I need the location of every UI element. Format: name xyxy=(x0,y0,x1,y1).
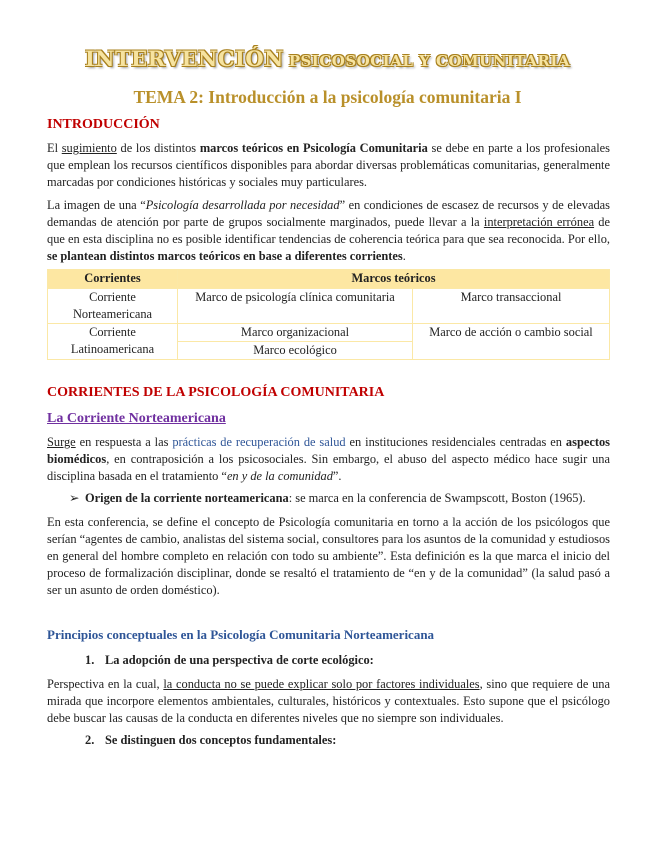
table-row xyxy=(48,289,610,324)
topic-subtitle: TEMA 2: Introducción a la psicología comunitaria I xyxy=(133,87,522,107)
table-header-row xyxy=(48,270,610,289)
table-header: Marcos teóricos xyxy=(178,270,610,289)
table-cell: Marco transaccional xyxy=(413,289,610,324)
table-cell: Marco de psicología clínica comunitaria xyxy=(178,289,413,324)
intro-paragraph-1: El sugimiento de los distintos marcos teóricos en Psicología Comunitaria se debe en parte a los profesionales que emplean los recursos científicos disponibles para abordar diversas problemáticas comunitarias, generalmente marcadas por condiciones históricas y sociales muy particulares. xyxy=(47,141,610,189)
norteamericana-paragraph: Surge en respuesta a las prácticas de recuperación de salud en instituciones residenciales centradas en aspectos biomédicos, en contraposición a los psicosociales. Sin embargo, el abuso del aspecto médico hace sugir una disciplina basada en el tratamiento “en y de la comunidad”. xyxy=(47,435,610,483)
title-part1: INTERVENCIÓN xyxy=(84,46,284,71)
norteamericana-subheading: La Corriente Norteamericana xyxy=(47,411,226,426)
table-row xyxy=(48,324,610,342)
table-cell: Corriente Norteamericana xyxy=(48,289,178,324)
principio-item-2: 2. Se distinguen dos conceptos fundamentales: xyxy=(85,733,337,747)
table-cell: Marco organizacional xyxy=(178,324,413,342)
intro-heading: INTRODUCCIÓN xyxy=(47,117,160,132)
principio-item-1: 1. La adopción de una perspectiva de corte ecológico: xyxy=(85,653,374,667)
conferencia-paragraph: En esta conferencia, se define el concepto de Psicología comunitaria en torno a la acción de los psicólogos que serían “agentes de cambio, analistas del sistema social, consultores para los asuntos de la comunidad y estudiosos en general del hombre completo en relación con todo su ambiente”. Esta definición es la que marca el inicio del proceso de formalización disciplinar, donde se resaltó el tratamiento de “en y de la comunidad” (la salud pasó a ser un asunto de orden doméstico). xyxy=(47,515,610,597)
table-cell: Marco de acción o cambio social xyxy=(413,324,610,360)
table-header: Corrientes xyxy=(48,270,178,289)
table-cell: Corriente Latinoamericana xyxy=(48,324,178,360)
corrientes-heading: CORRIENTES DE LA PSICOLOGÍA COMUNITARIA xyxy=(47,385,385,400)
origen-bullet: ➢ Origen de la corriente norteamericana: se marca en la conferencia de Swampscott, Boston (1965). xyxy=(69,491,586,505)
arrow-bullet-icon: ➢ xyxy=(69,491,80,505)
title-part2: PSICOSOCIAL Y COMUNITARIA xyxy=(288,52,571,70)
table-cell: Marco ecológico xyxy=(178,342,413,360)
principios-heading: Principios conceptuales en la Psicología Comunitaria Norteamericana xyxy=(47,627,435,642)
intro-paragraph-2: La imagen de una “Psicología desarrollada por necesidad” en condiciones de escasez de recursos y de elevadas demandas de atención por parte de grupos socialmente marginados, puede llevar a la interpretación errónea de que en esta disciplina no es posible identificar tendencias de coherencia teórica para que sea reconocida. Por ello, se plantean distintos marcos teóricos en base a diferentes corrientes. xyxy=(47,198,610,263)
document-title xyxy=(0,46,655,71)
principio-1-paragraph: Perspectiva en la cual, la conducta no se puede explicar solo por factores individuales, sino que requiere de una mirada que incorpore elementos ambientales, culturales, históricos y contextuales. Esto supone que el psicólogo debe buscar las causas de la conducta en diferentes niveles que no siempre son individuales. xyxy=(47,677,610,725)
corrientes-table xyxy=(47,269,610,360)
